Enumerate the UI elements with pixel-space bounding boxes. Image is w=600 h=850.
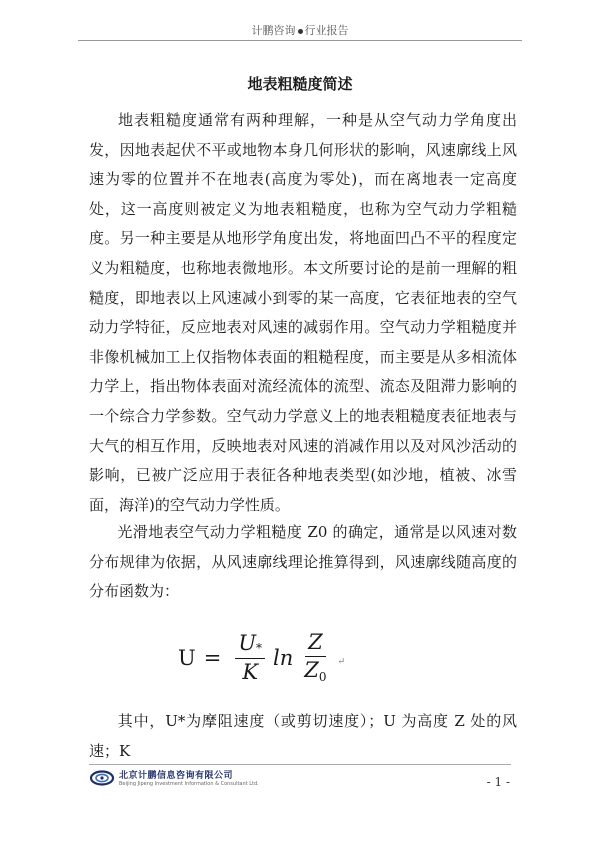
fraction-denominator [301,657,329,684]
fraction-numerator [235,632,265,658]
swirl-logo-icon [89,769,115,787]
company-name-cn: 北京计鹏信息咨询有限公司 [119,771,234,781]
star-subscript: * [256,641,263,656]
bullet-dot-icon [298,29,303,34]
friction-velocity-symbol: U [238,631,257,656]
natural-log: ln [273,646,294,670]
paragraph-2-text: 光滑地表空气动力学粗糙度 Z0 的确定，通常是以风速对数分布规律为依据，从风速廓线理论推算得到，风速廓线随高度的分布函数为： [89,523,517,601]
company-logo [89,768,259,787]
paragraph-return-icon: ↵ [337,657,346,667]
document-title: 地表粗糙度简述 [247,75,353,93]
header-divider [78,40,522,41]
header-brand: 计鹏咨询 [251,24,296,37]
paragraph-1-text: 地表粗糙度通常有两种理解，一种是从空气动力学角度出发，因地表起伏不平或地物本身几何形状的影响，风速廓线上风速为零的位置并不在地表(高度为零处)，而在离地表一定高度处，这一高度则被定义为地表粗糙度，也称为空气动力学粗糙度。另一种主要是从地形学角度出发，将地面凹凸不平的程度定义为粗糙度，也称地表微地形。本文所要讨论的是前一理解的粗糙度，即地表以上风速减小到零的某一高度，它表征地表的空气动力学特征，反应地表对风速的减弱作用。空气动力学粗糙度并非像机械加工上仅指物体表面的粗糙程度，而主要是从多相流体力学上，指出物体表面对流经流体的流型、流态及阻滞力影响的一个综合力学参数。空气动力学意义上的地表粗糙度表征地表与大气的相互作用，反映地表对风速的消减作用以及对风沙活动的影响，已被广泛应用于表征各种地表类型(如沙地，植被、冰雪面，海洋)的空气动力学性质。 [89,111,517,514]
header-section: 行业报告 [304,24,349,37]
footer-divider [89,764,511,765]
paragraph-3 [89,707,517,766]
wind-profile-formula [178,623,345,693]
page-number: - 1 - [486,775,510,789]
fraction-numerator: Z [305,631,326,657]
paragraph-2 [89,518,517,607]
formula-equals: = [203,646,222,670]
company-name-en: Beijing Jipeng Investment Information & Consultant Ltd. [119,781,259,787]
fraction-u-over-k [235,632,265,683]
page-header [0,22,600,38]
paragraph-1 [89,106,517,520]
fraction-denominator: K [242,659,259,684]
paragraph-3-text: 其中，U*为摩阻速度（或剪切速度）；U 为高度 Z 处的风速；K [89,712,517,760]
fraction-z-over-z0 [301,631,329,684]
logo-text [119,768,259,787]
roughness-symbol: Z [304,658,319,683]
formula-lhs: U [178,646,196,670]
zero-subscript: 0 [318,670,327,685]
